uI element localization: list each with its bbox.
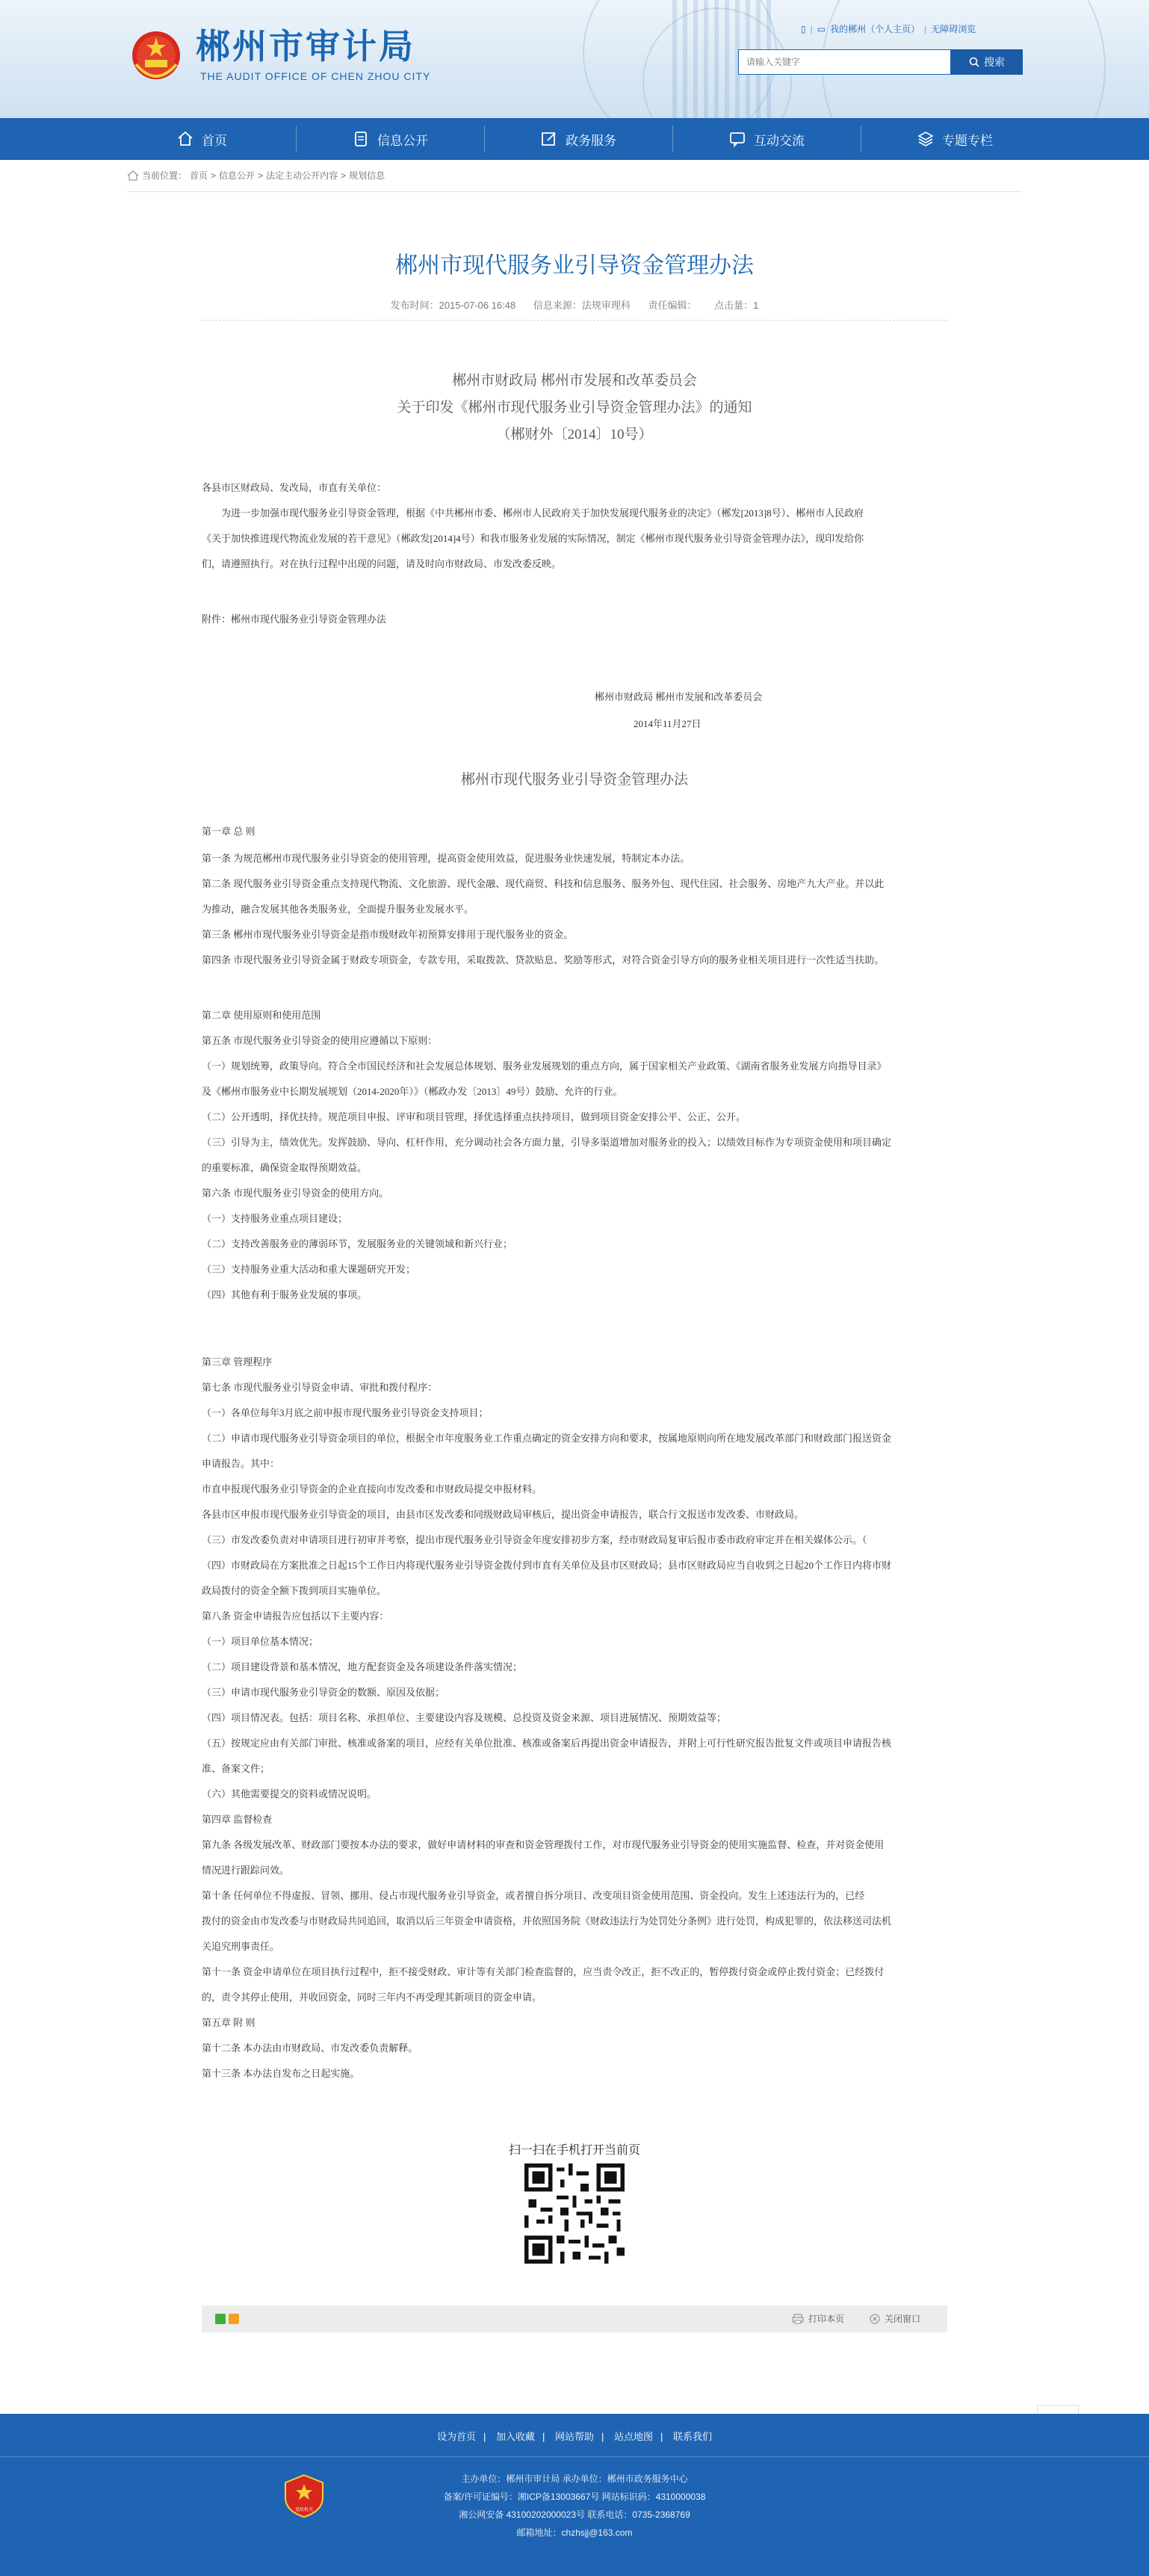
article-line: （六）其他需要提交的资料或情况说明。 <box>202 1788 377 1800</box>
breadcrumb-prefix: 当前位置： <box>142 170 188 181</box>
article-line: 的重要标准，确保资金取得预期效益。 <box>202 1162 368 1173</box>
article-line: 及《郴州市服务业中长期发展规划（2014-2020年）》（郴政办发〔2013〕49号）鼓励、允许的行业。 <box>202 1086 623 1097</box>
footer-link-set-home[interactable]: 设为首页 <box>436 2431 476 2442</box>
accessibility-link[interactable]: 无障碍浏览 <box>931 24 976 34</box>
edit-icon <box>540 130 558 148</box>
article-line: 第八条 资金申请报告应包括以下主要内容： <box>202 1610 389 1622</box>
divider <box>0 2456 1149 2457</box>
article-line: 第五条 市现代服务业引导资金的使用应遵循以下原则： <box>202 1035 438 1046</box>
breadcrumb-statutory[interactable]: 法定主动公开内容 <box>266 170 338 181</box>
site-logo-title[interactable]: 郴州市审计局 <box>196 27 415 66</box>
article-line: 第九条 各级发展改革、财政部门要按本办法的要求，做好申请材料的审查和资金管理拨付工作，对市现代服务业引导资金的使用实施监督、检查，并对资金使用 <box>202 1839 885 1850</box>
article-line: 情况进行跟踪问效。 <box>202 1865 290 1876</box>
article-line: 第十二条 本办法由市财政局、市发改委负责解释。 <box>202 2042 418 2054</box>
close-icon <box>870 2314 880 2324</box>
article-line: 第三条 郴州市现代服务业引导资金是指市级财政年初预算安排用于现代服务业的资金。 <box>202 929 574 940</box>
article-line: 第四条 市现代服务业引导资金属于财政专项资金，专款专用，采取拨款、贷款贴息、奖励等形式，对符合资金引导方向的服务业相关项目进行一次性适当扶助。 <box>202 954 885 966</box>
article-line: （三）引导为主，绩效优先。发挥鼓励、导向、杠杆作用，充分调动社会各方面力量，引导多渠道增加对服务业的投入；以绩效目标作为专项资金使用和项目确定 <box>202 1137 892 1148</box>
article-line: 准、备案文件； <box>202 1763 270 1774</box>
nav-label: 首页 <box>202 133 227 148</box>
info-source: 信息来源：法规审理科 <box>533 300 631 311</box>
site-logo-subtitle: THE AUDIT OFFICE OF CHEN ZHOU CITY <box>200 70 431 82</box>
publish-time: 发布时间：2015-07-06 16:48 <box>390 300 516 311</box>
document-icon <box>352 130 370 148</box>
layers-icon <box>917 130 935 148</box>
article-line: 第二条 现代服务业引导资金重点支持现代物流、文化旅游、现代金融、现代商贸、科技和信息服务、服务外包、现代住园、社会服务、房地产九大产业。并以此 <box>202 878 885 889</box>
nav-item-info-public[interactable] <box>296 118 484 160</box>
chat-icon <box>728 130 746 148</box>
search-button-label: 搜索 <box>984 56 1005 68</box>
national-emblem-icon <box>130 27 182 87</box>
article-line: 第一条 为规范郴州市现代服务业引导资金的使用管理，提高资金使用效益，促进服务业快速发展，特制定本办法。 <box>202 853 690 864</box>
article-line: （二）申请市现代服务业引导资金项目的单位，根据全市年度服务业工作重点确定的资金安排方向和要求，按属地原则向所在地发展改革部门和财政部门报送资金 <box>202 1433 892 1444</box>
nav-label: 信息公开 <box>377 133 428 148</box>
footer-link-sitemap[interactable]: 站点地图 <box>614 2431 654 2442</box>
footer-link-favorite[interactable]: 加入收藏 <box>495 2431 535 2442</box>
weibo-share-icon[interactable] <box>229 2314 239 2324</box>
page-title: 郴州市现代服务业引导资金管理办法 <box>395 253 754 278</box>
article-line: 的，责令其停止使用，并收回资金，同时三年内不再受理其新项目的资金申请。 <box>202 1992 542 2003</box>
breadcrumb-home[interactable]: 首页 <box>190 170 208 181</box>
intro-line: 各县市区财政局、发改局，市直有关单位： <box>202 482 387 493</box>
search-input[interactable] <box>738 49 951 75</box>
close-label: 关闭窗口 <box>885 2314 921 2324</box>
article-line: 第十一条 资金申请单位在项目执行过程中，拒不接受财政、审计等有关部门检查监督的，应当责令改正，拒不改正的，暂停拨付资金或停止拨付资金；已经拨付 <box>202 1966 885 1977</box>
article-line: 第二章 使用原则和使用范围 <box>202 1010 321 1021</box>
monitor-icon: ▭ <box>817 23 826 34</box>
wechat-share-icon[interactable] <box>215 2314 226 2324</box>
article-line: （三）申请市现代服务业引导资金的数额、原因及依据； <box>202 1687 445 1698</box>
article-line: （一）规划统筹，政策导向。符合全市国民经济和社会发展总体规划、服务业发展规划的重点方向，属于国家相关产业政策、《湖南省服务业发展方向指导目录》 <box>202 1060 887 1072</box>
article-line: （四）其他有利于服务业发展的事项。 <box>202 1289 368 1300</box>
article-line: （三）市发改委负责对申请项目进行初审并考察，提出市现代服务业引导资金年度安排初步方案，经市财政局复审后报市委市政府审定并在相关媒体公示。（ <box>202 1534 867 1545</box>
footer-host: 主办单位：郴州市审计局 承办单位：郴州市政务服务中心 <box>461 2474 688 2484</box>
article-line: 第一章 总 则 <box>202 826 255 837</box>
subtitle: 郴州市现代服务业引导资金管理办法 <box>460 772 688 788</box>
print-icon <box>792 2314 804 2324</box>
nav-label: 专题专栏 <box>942 133 993 148</box>
article-line: （三）支持服务业重大活动和重大课题研究开发； <box>202 1264 416 1275</box>
article-line: （二）公开透明，择优扶持。规范项目申报、评审和项目管理，择优选择重点扶持项目，做到项目资金安排公平、公正、公开。 <box>202 1111 746 1122</box>
article-line: 第十条 任何单位不得虚报、冒领、挪用、侵占市现代服务业引导资金，或者擅自拆分项目、改变项目资金使用范围、资金投向。发生上述违法行为的，已经 <box>202 1890 865 1901</box>
breadcrumb: 当前位置： 首页 > 信息公开 > 法定主动公开内容 > 规划信息 <box>127 169 385 182</box>
article-line: 关追究刑事责任。 <box>202 1941 280 1952</box>
article-line: 第五章 附 则 <box>202 2017 255 2028</box>
article-line: 第三章 管理程序 <box>202 1356 273 1368</box>
badge-label: 党政机关 <box>294 2508 314 2512</box>
article-line: 政局拨付的资金全额下拨到项目实施单位。 <box>202 1585 387 1596</box>
article-line: 市直申报现代服务业引导资金的企业直接向市发改委和市财政局提交申报材料。 <box>202 1483 542 1495</box>
mobile-icon[interactable]: ▯ <box>801 23 806 34</box>
divider <box>127 191 1022 192</box>
editor: 责任编辑： <box>648 300 697 311</box>
home-icon <box>127 170 139 181</box>
nav-label: 政务服务 <box>566 133 616 148</box>
nav-label: 互动交流 <box>754 133 805 148</box>
site-header <box>0 0 1149 118</box>
hit-count: 点击量：1 <box>714 300 759 311</box>
close-window-button[interactable] <box>870 2312 920 2325</box>
article-meta <box>0 297 1149 312</box>
article-line: （五）按规定应由有关部门审批、核准或备案的项目，应经有关单位批准、核准或备案后再提出资金申请报告，并附上可行性研究报告批复文件或项目申请报告核 <box>202 1738 892 1749</box>
footer-links: 设为首页 | 加入收藏 | 网站帮助 | 站点地图 | 联系我们 <box>436 2431 713 2442</box>
article-line: 第十三条 本办法自发布之日起实施。 <box>202 2068 360 2079</box>
signers: 郴州市财政局 郴州市发展和改革委员会 <box>595 691 763 702</box>
footer-email: 邮箱地址：chzhsjj@163.com <box>516 2527 633 2538</box>
article-line: 第四章 监督检查 <box>202 1814 273 1825</box>
home-icon <box>176 130 194 148</box>
attachment-line: 附件：郴州市现代服务业引导资金管理办法 <box>202 614 387 625</box>
article-line: 为推动，融合发展其他各类服务业，全面提升服务业发展水平。 <box>202 904 474 915</box>
notice-head-line: 郴州市财政局 郴州市发展和改革委员会 <box>452 373 697 389</box>
nav-item-gov-service[interactable] <box>484 118 672 160</box>
article-line: （四）项目情况表。包括：项目名称、承担单位、主要建设内容及规模、总投资及资金来源、项目进展情况、预期效益等； <box>202 1712 727 1723</box>
print-label: 打印本页 <box>808 2314 845 2324</box>
intro-line: 为进一步加强市现代服务业引导资金管理，根据《中共郴州市委、郴州市人民政府关于加快发展现代服务业的决定》（郴发[2013]8号）、郴州市人民政府 <box>221 507 864 519</box>
article-line: 第六条 市现代服务业引导资金的使用方向。 <box>202 1187 389 1199</box>
article-line: （二）支持改善服务业的薄弱环节，发展服务业的关键领域和新兴行业； <box>202 1238 513 1250</box>
breadcrumb-info-public[interactable]: 信息公开 <box>219 170 255 181</box>
notice-head-line: （郴财外〔2014〕10号） <box>496 427 653 442</box>
search-icon <box>969 57 979 67</box>
footer-link-contact[interactable]: 联系我们 <box>673 2431 713 2442</box>
article-line: （一）各单位每年3月底之前申报市现代服务业引导资金支持项目； <box>202 1407 489 1418</box>
top-links: ▯ | ▭ 我的郴州（个人主页） | 无障碍浏览 <box>801 23 976 34</box>
print-button[interactable] <box>792 2312 844 2325</box>
search-button[interactable] <box>951 49 1023 75</box>
sign-date: 2014年11月27日 <box>634 718 702 729</box>
footer-link-help[interactable]: 网站帮助 <box>554 2431 594 2442</box>
article-line: 拨付的资金由市发改委与市财政局共同追回，取消以后三年资金申请资格，并依照国务院《财政违法行为处罚处分条例》进行处罚，构成犯罪的，依法移送司法机 <box>202 1915 892 1927</box>
article-line: （一）支持服务业重点项目建设； <box>202 1213 348 1224</box>
notice-head-line: 关于印发《郴州市现代服务业引导资金管理办法》的通知 <box>397 400 752 416</box>
intro-line: 们，请遵照执行。对在执行过程中出现的问题，请及时向市财政局、市发改委反映。 <box>202 558 562 569</box>
nav-item-special-topics[interactable] <box>861 118 1049 160</box>
footer-police: 湘公网安备 43100202000023号 联系电话：0735-2368769 <box>459 2509 690 2520</box>
share-bar <box>202 2305 947 2332</box>
nav-item-interaction[interactable] <box>672 118 861 160</box>
breadcrumb-plan-info[interactable]: 规划信息 <box>349 170 385 181</box>
article-line: 第七条 市现代服务业引导资金申请、审批和拨付程序： <box>202 1382 438 1393</box>
qr-code <box>524 2163 625 2264</box>
article-line: 各县市区申报市现代服务业引导资金的项目，由县市区发改委和同级财政局审核后，提出资金申请报告，联合行文报送市发改委、市财政局。 <box>202 1509 805 1520</box>
main-nav <box>0 118 1149 160</box>
qr-caption: 扫一扫在手机打开当前页 <box>508 2144 640 2157</box>
article-line: （一）项目单位基本情况； <box>202 1636 319 1647</box>
article-line: 申请报告。其中： <box>202 1458 280 1469</box>
site-footer <box>0 2414 1149 2576</box>
article-line: （四）市财政局在方案批准之日起15个工作日内将现代服务业引导资金拨付到市直有关单位及县市区财政局；县市区财政局应当自收到之日起20个工作日内将市财 <box>202 1560 892 1571</box>
article-line: （二）项目建设背景和基本情况，地方配套资金及各项建设条件落实情况； <box>202 1661 523 1672</box>
nav-item-home[interactable] <box>108 118 296 160</box>
footer-icp: 备案/许可证编号：湘ICP备13003667号 网站标识码：4310000038 <box>443 2492 706 2502</box>
intro-line: 《关于加快推进现代物流业发展的若干意见》（郴政发[2014]4号）和我市服务业发展的实际情况，制定《郴州市现代服务业引导资金管理办法》，现印发给你 <box>202 533 864 544</box>
divider <box>200 320 947 321</box>
personal-homepage-link[interactable]: 我的郴州（个人主页） <box>830 24 920 34</box>
